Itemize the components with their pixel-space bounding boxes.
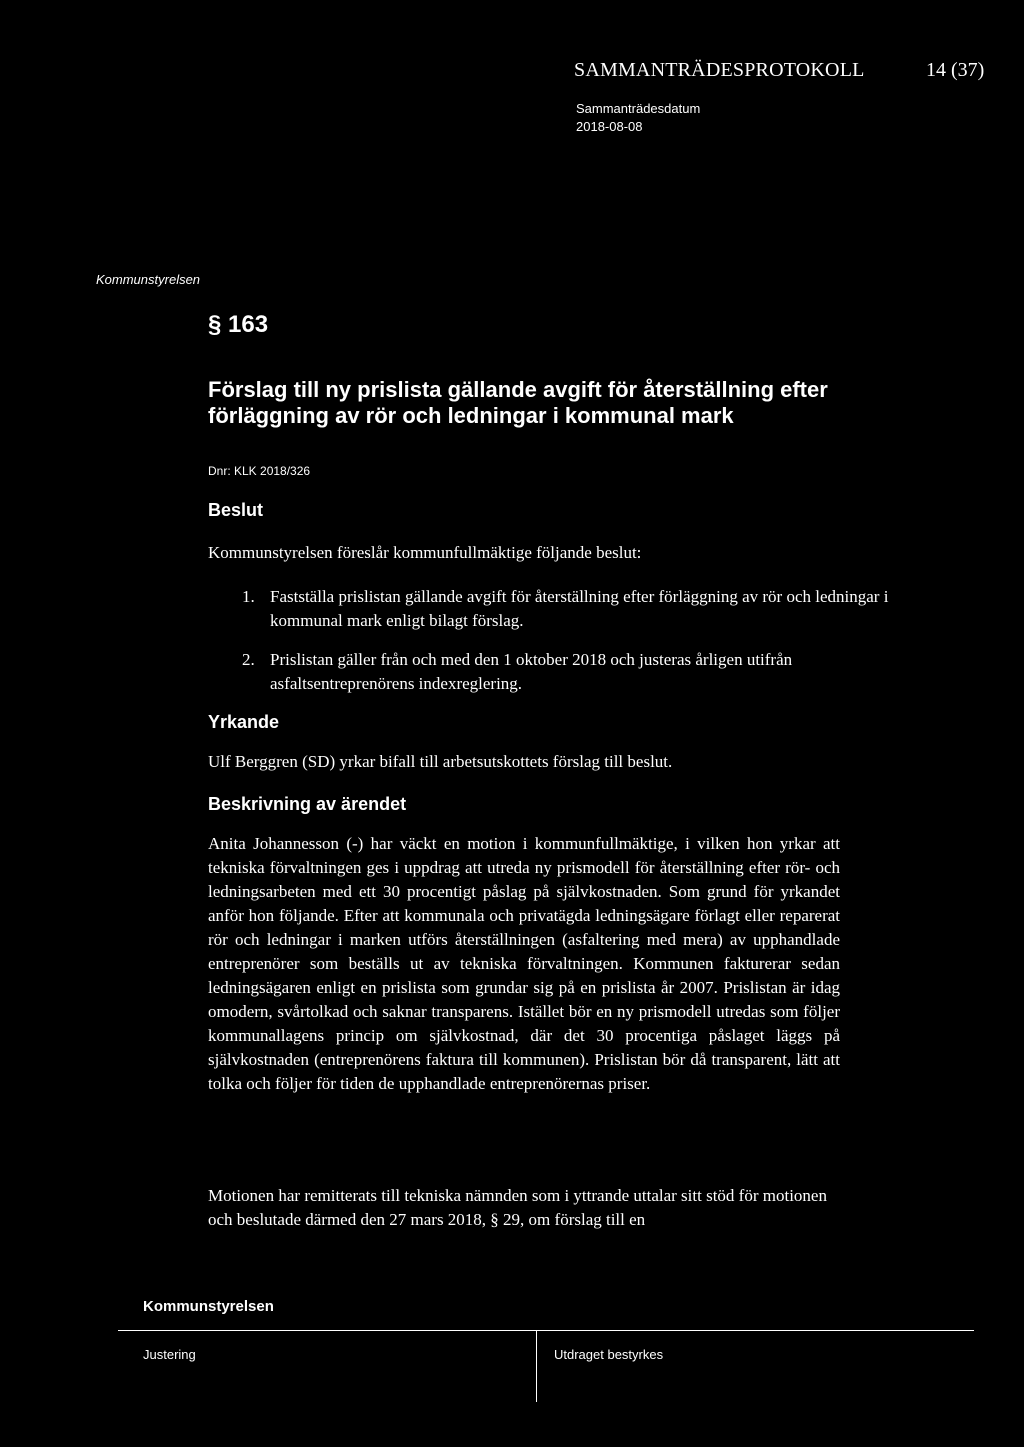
- decision-item-text: Fastställa prislistan gällande avgift för återställning efter förläggning av rör och ledningar i kommunal mark enligt bilagt förslag.: [270, 587, 889, 630]
- decision-heading: Beslut: [208, 500, 264, 520]
- footer-divider: [118, 1330, 974, 1331]
- description-text: Anita Johannesson (-) har väckt en motion i kommunfullmäktige, i vilken hon yrkar att tekniska förvaltningen ges i uppdrag att utreda ny prismodell för återställning efter rör- och ledningsarbeten med ett 30 procentigt påslag på självkostnaden. Som grund för yrkandet anför hon följande. Efter att kommunala och privatägda ledningsägare förlagt eller reparerat rör och ledningar i marken utförs återställningen (asfaltering med mera) av upphandlade entreprenörer som beställs ut av tekniska förvaltningen. Kommunen fakturerar sedan ledningsägaren enligt en prislista som grundar sig på en prislista år 2007. Prislistan är idag omodern, svårtolkad och saknar transparens. Istället bör en ny prismodell utredas som följer kommunallagens princip om självkostnad, där det 30 procentiga påslaget läggs på självkostnaden (entreprenörens faktura till kommunen). Prislistan bör då transparent, lätt att tolka och följer för tiden de upphandlade entreprenörernas priser.: [208, 834, 840, 1093]
- decision-item: [242, 648, 922, 696]
- decision-item-number: 2.: [242, 650, 255, 669]
- footer-column-divider: [536, 1330, 537, 1402]
- meeting-date-label: Sammanträdesdatum: [576, 101, 701, 116]
- decision-intro: Kommunstyrelsen föreslår kommunfullmäktige följande beslut:: [208, 543, 642, 562]
- organization-name: Kommunstyrelsen: [96, 272, 201, 287]
- paragraph-number: § 163: [208, 311, 269, 338]
- meeting-date: 2018-08-08: [576, 119, 643, 134]
- decision-item-text: Prislistan gäller från och med den 1 oktober 2018 och justeras årligen utifrån asfaltsentreprenörens indexreglering.: [270, 650, 793, 693]
- document-title: Förslag till ny prislista gällande avgift för återställning efter förläggning av rör och ledningar i kommunal mark: [208, 377, 828, 428]
- decision-item-number: 1.: [242, 587, 255, 606]
- description-continuation: Motionen har remitterats till tekniska nämnden som i yttrande uttalar sitt stöd för motionen och beslutade därmed den 27 mars 2018, § 29, om förslag till en: [208, 1186, 827, 1229]
- excerpt-certified-label: Utdraget bestyrkes: [554, 1347, 664, 1362]
- footer-organization: Kommunstyrelsen: [143, 1298, 274, 1315]
- motion-heading: Yrkande: [208, 712, 280, 732]
- justering-label: Justering: [143, 1347, 196, 1362]
- motion-text: Ulf Berggren (SD) yrkar bifall till arbetsutskottets förslag till beslut.: [208, 752, 673, 771]
- case-number: Dnr: KLK 2018/326: [208, 464, 311, 478]
- protocol-title: SAMMANTRÄDESPROTOKOLL: [574, 59, 865, 81]
- page-number: 14 (37): [926, 59, 985, 81]
- decision-item: [242, 585, 922, 633]
- description-heading: Beskrivning av ärendet: [208, 794, 407, 814]
